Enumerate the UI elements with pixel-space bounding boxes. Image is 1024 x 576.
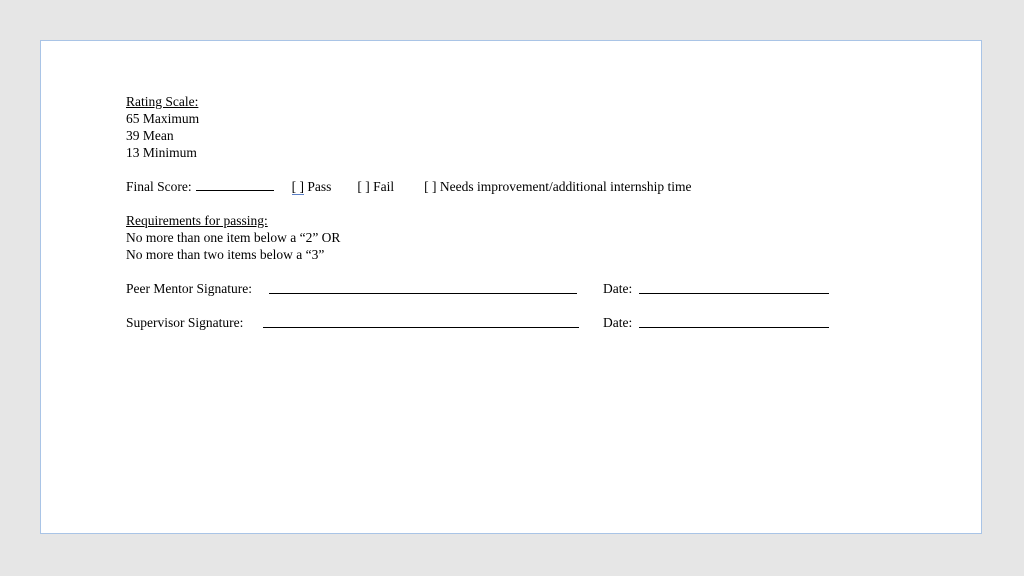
final-score-label: Final Score: [126,179,192,194]
peer-signature-line[interactable] [269,280,577,294]
requirement-line-1: No more than one item below a “2” OR [126,230,341,245]
form-content [126,93,691,331]
pass-checkbox[interactable]: [ ] [291,179,304,194]
peer-signature-row [126,280,691,297]
peer-signature-label: Peer Mentor Signature: [126,281,252,296]
peer-date-label: Date: [603,281,633,296]
rating-scale-item-max: 65 Maximum [126,111,200,126]
requirement-line-2: No more than two items below a “3” [126,247,325,262]
supervisor-signature-row [126,314,691,331]
needs-improvement-option[interactable]: [ ] Needs improvement/additional internship time [424,179,692,194]
peer-date-line[interactable] [639,280,829,294]
final-score-blank[interactable] [196,178,274,191]
final-score-row [126,178,691,195]
rating-scale-item-mean: 39 Mean [126,128,174,143]
requirements-heading: Requirements for passing: [126,213,268,228]
pass-label: Pass [307,179,332,194]
supervisor-date-label: Date: [603,315,633,330]
supervisor-signature-line[interactable] [263,314,579,328]
supervisor-signature-label: Supervisor Signature: [126,315,244,330]
rating-scale-item-min: 13 Minimum [126,145,197,160]
rating-scale-heading: Rating Scale: [126,94,199,109]
supervisor-date-line[interactable] [639,314,829,328]
document-page [40,40,982,534]
fail-option[interactable]: [ ] Fail [357,179,395,194]
pass-option[interactable] [292,178,332,195]
